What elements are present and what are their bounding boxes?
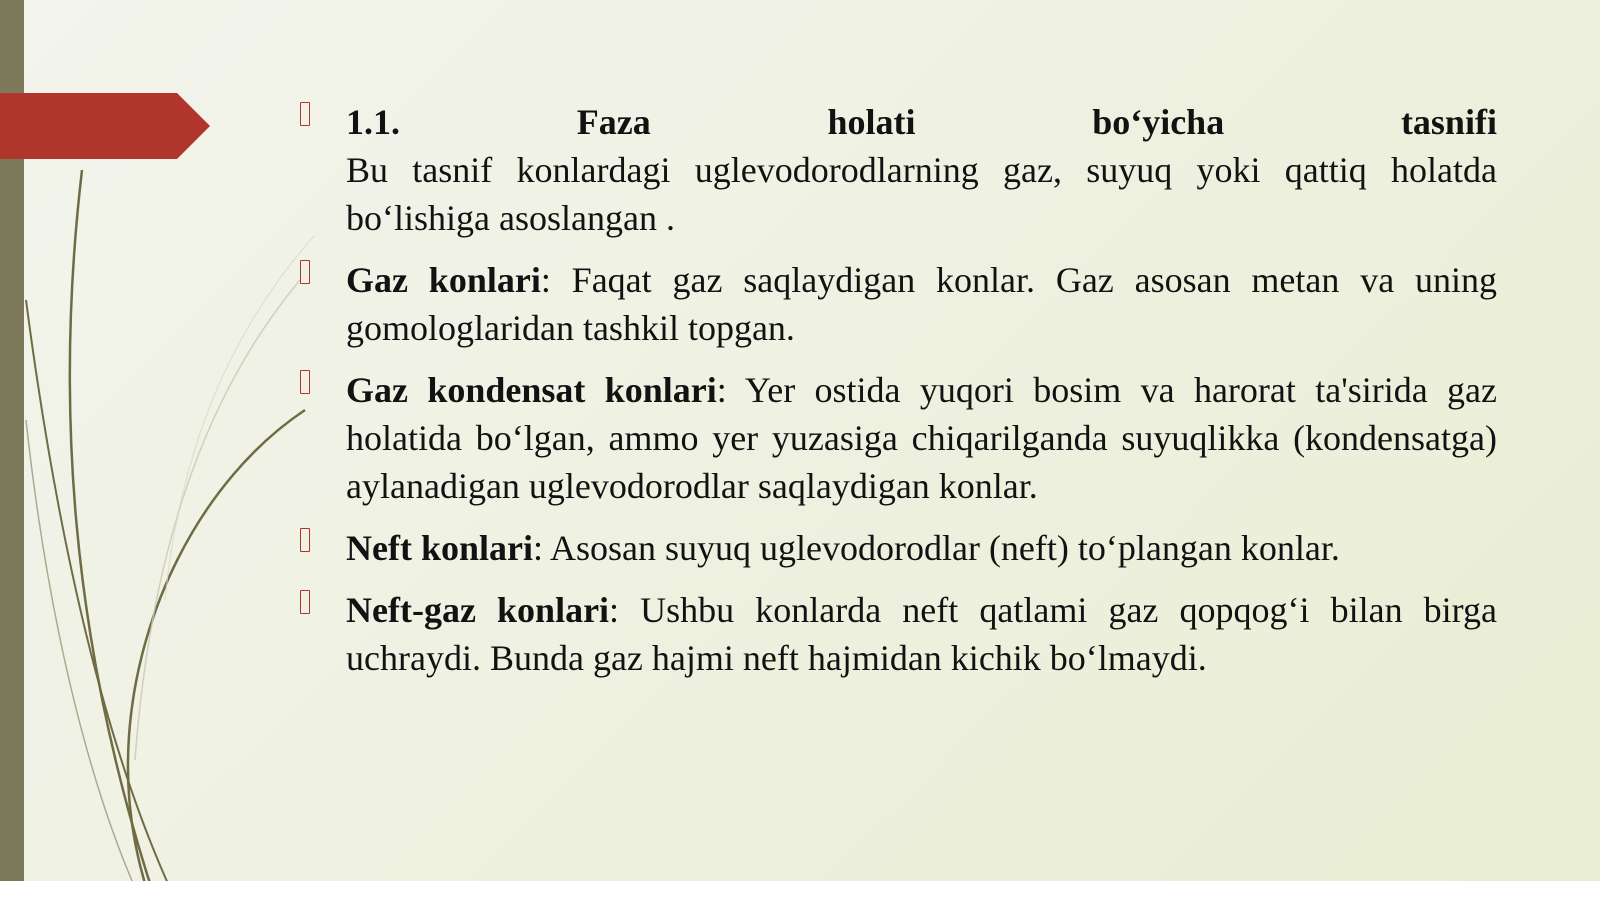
list-item <box>300 366 1497 510</box>
item-text: : Faqat gaz saqlaydigan konlar. Gaz asosan metan va uning gomologlaridan tashkil topgan. <box>346 260 1497 348</box>
heading-word: bo‘yicha <box>1092 102 1225 142</box>
bullet-icon <box>300 370 310 394</box>
item-term: Gaz kondensat konlari <box>346 370 717 410</box>
intro-text: Bu tasnif konlardagi uglevodorodlarning gaz, suyuq yoki qattiq holatda bo‘lishiga asoslangan . <box>346 150 1497 238</box>
bullet-icon <box>300 590 310 614</box>
list-item <box>300 586 1497 682</box>
title-marker-arrow <box>0 93 210 159</box>
item-term: Gaz konlari <box>346 260 541 300</box>
item-text: : Ushbu konlarda neft qatlami gaz qopqog‘i bilan birga uchraydi. Bunda gaz hajmi neft hajmidan kichik bo‘lmaydi. <box>346 590 1497 678</box>
bullet-icon <box>300 260 310 284</box>
bullet-icon <box>300 528 310 552</box>
bullet-icon <box>300 102 310 126</box>
list-item <box>300 256 1497 352</box>
heading-word: holati <box>827 102 916 142</box>
slide-content <box>300 98 1497 696</box>
item-text: : Asosan suyuq uglevodorodlar (neft) to‘plangan konlar. <box>532 528 1340 568</box>
section-heading <box>346 98 1497 146</box>
item-term: Neft-gaz konlari <box>346 590 610 630</box>
list-item-heading <box>300 98 1497 242</box>
heading-word: Faza <box>576 102 651 142</box>
item-term: Neft konlari <box>346 528 533 568</box>
heading-word: tasnifi <box>1400 102 1497 142</box>
bottom-strip <box>0 881 1600 899</box>
list-item <box>300 524 1497 572</box>
item-text: : Yer ostida yuqori bosim va harorat ta'sirida gaz holatida bo‘lgan, ammo yer yuzasiga chiqarilganda suyuqlikka (kondensatga) aylanadigan uglevodorodlar saqlaydigan konlar. <box>346 370 1498 506</box>
heading-word: 1.1. <box>346 102 400 142</box>
